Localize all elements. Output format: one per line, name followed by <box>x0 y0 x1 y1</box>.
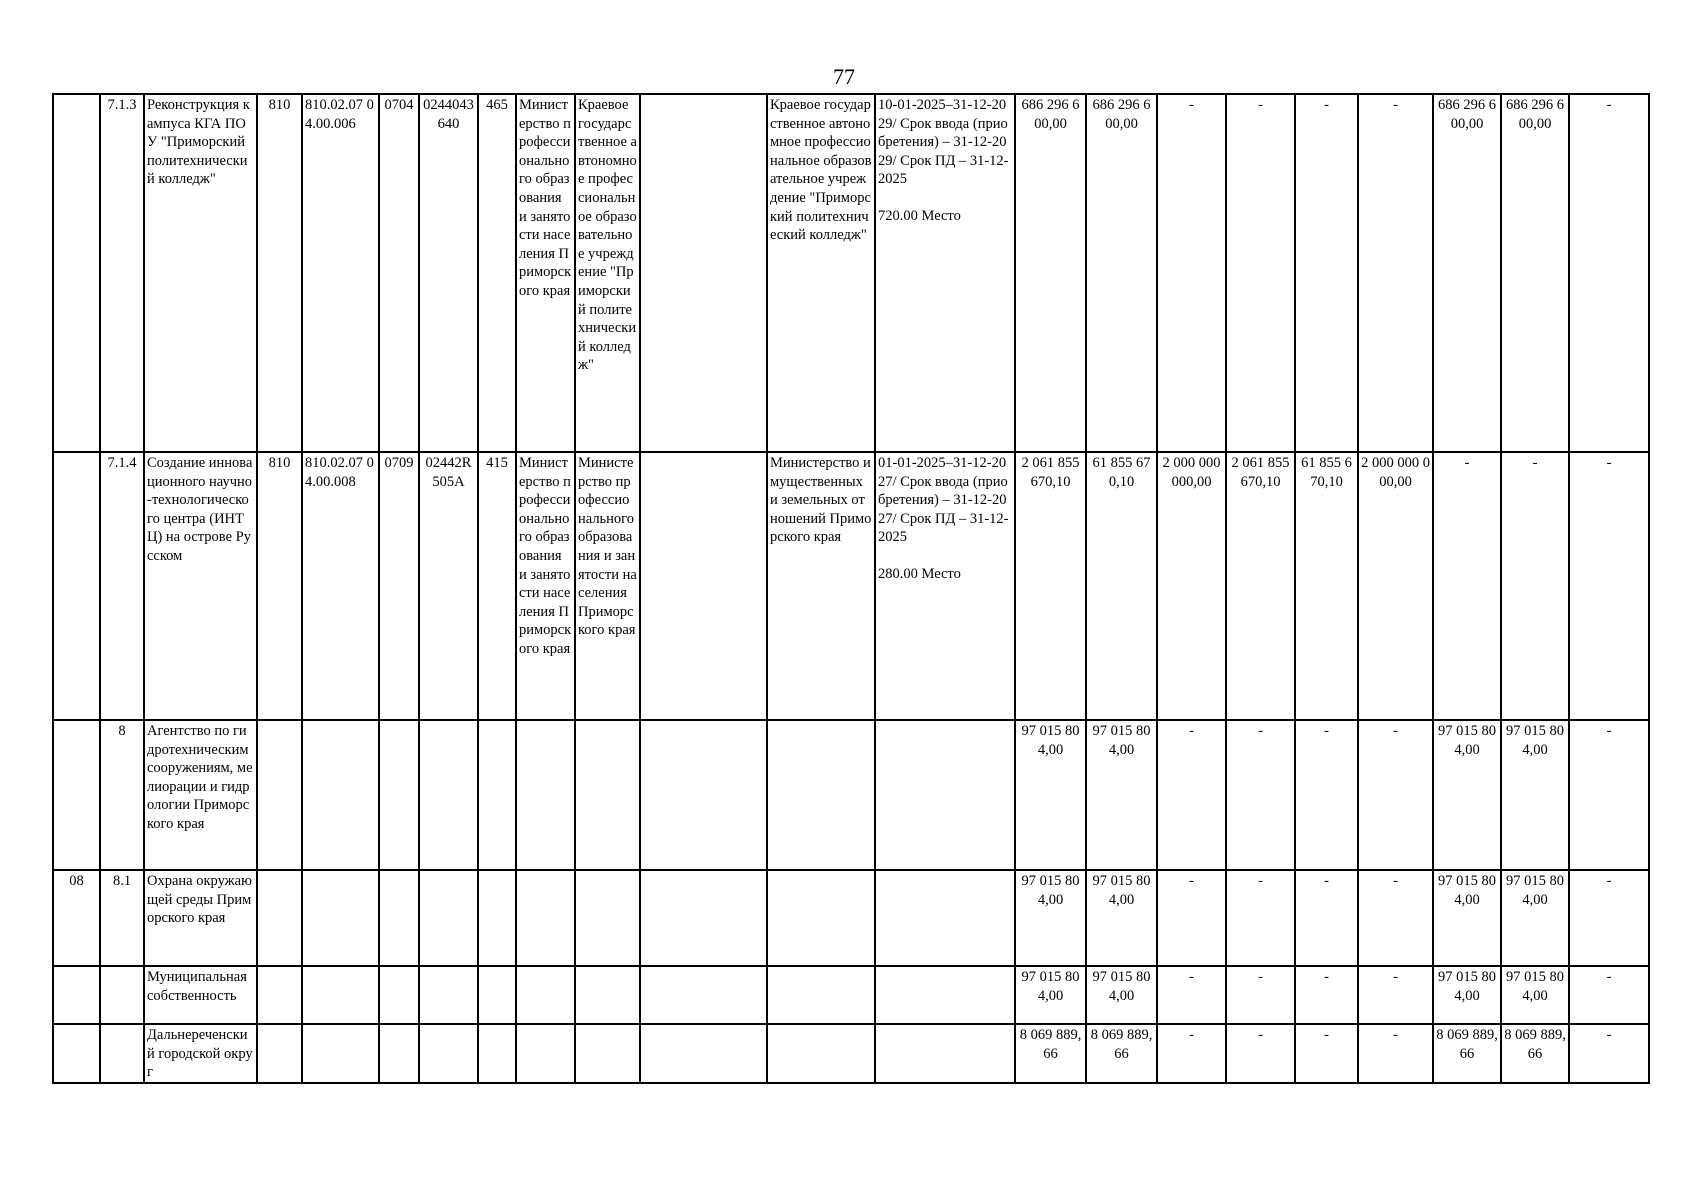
cell-section: 0704 <box>379 94 419 452</box>
cell-amount: - <box>1569 452 1649 720</box>
cell-empty <box>640 966 767 1024</box>
cell-terms-capacity <box>875 870 1015 966</box>
cell-amount: - <box>1226 1024 1295 1083</box>
cell-grbs <box>257 870 302 966</box>
cell-grbs: 810 <box>257 94 302 452</box>
cell-amount: 2 000 000 000,00 <box>1157 452 1226 720</box>
cell-amount: 8 069 889,66 <box>1433 1024 1501 1083</box>
cell-amount: 97 015 804,00 <box>1501 966 1569 1024</box>
capacity-text: 720.00 Место <box>878 207 961 224</box>
cell-amount: - <box>1157 94 1226 452</box>
cell-responsible <box>516 1024 575 1083</box>
cell-object-name: Муниципальная собственность <box>144 966 257 1024</box>
cell-amount: - <box>1226 94 1295 452</box>
cell-target-article: 02442R505A <box>419 452 478 720</box>
cell-amount: - <box>1358 870 1433 966</box>
table-row <box>53 94 1649 452</box>
cell-expense-type <box>478 1024 516 1083</box>
table-row <box>53 720 1649 870</box>
cell-target-article: 0244043640 <box>419 94 478 452</box>
cell-section-code: 08 <box>53 870 100 966</box>
cell-amount: 97 015 804,00 <box>1086 720 1157 870</box>
cell-amount: 97 015 804,00 <box>1501 720 1569 870</box>
cell-empty <box>640 720 767 870</box>
cell-section <box>379 870 419 966</box>
cell-amount: - <box>1157 870 1226 966</box>
cell-responsible: Министерство профессионального образования и занятости населения Приморского края <box>516 452 575 720</box>
cell-section <box>379 966 419 1024</box>
table-row <box>53 966 1649 1024</box>
budget-table <box>52 93 1650 1084</box>
cell-terms-capacity <box>875 452 1015 720</box>
cell-amount: - <box>1226 870 1295 966</box>
cell-empty <box>640 452 767 720</box>
table-row <box>53 452 1649 720</box>
cell-section <box>379 720 419 870</box>
cell-amount: 686 296 600,00 <box>1501 94 1569 452</box>
cell-amount: - <box>1226 966 1295 1024</box>
cell-amount: 97 015 804,00 <box>1433 870 1501 966</box>
cell-terms-capacity <box>875 966 1015 1024</box>
cell-expense-type: 415 <box>478 452 516 720</box>
cell-section: 0709 <box>379 452 419 720</box>
cell-amount: 686 296 600,00 <box>1086 94 1157 452</box>
cell-object-name: Агентство по гидротехническим сооружениям, мелиорации и гидрологии Приморского края <box>144 720 257 870</box>
cell-developer <box>767 966 875 1024</box>
cell-amount: - <box>1358 94 1433 452</box>
table-row <box>53 870 1649 966</box>
cell-customer <box>575 720 640 870</box>
cell-amount: - <box>1569 966 1649 1024</box>
cell-program-code <box>302 966 379 1024</box>
cell-item-number: 8 <box>100 720 144 870</box>
cell-expense-type <box>478 870 516 966</box>
cell-customer: Министерство профессионального образования и занятости населения Приморского края <box>575 452 640 720</box>
cell-amount: - <box>1569 94 1649 452</box>
cell-target-article <box>419 720 478 870</box>
cell-amount: 97 015 804,00 <box>1086 870 1157 966</box>
cell-amount: - <box>1569 1024 1649 1083</box>
cell-item-number: 8.1 <box>100 870 144 966</box>
cell-object-name: Дальнереченский городской округ <box>144 1024 257 1083</box>
cell-responsible <box>516 870 575 966</box>
cell-section-code <box>53 452 100 720</box>
cell-amount: - <box>1295 94 1358 452</box>
terms-text: 10-01-2025–31-12-2029/ Срок ввода (приобретения) – 31-12-2029/ Срок ПД – 31-12-2025 <box>878 97 1009 188</box>
cell-customer: Краевое государственное автономное профессиональное образовательное учреждение "Приморский политехнический колледж" <box>575 94 640 452</box>
cell-customer <box>575 966 640 1024</box>
cell-terms-capacity <box>875 94 1015 452</box>
cell-customer <box>575 1024 640 1083</box>
cell-amount: - <box>1295 720 1358 870</box>
cell-amount: - <box>1501 452 1569 720</box>
cell-amount: 2 061 855 670,10 <box>1226 452 1295 720</box>
cell-amount: - <box>1157 720 1226 870</box>
cell-expense-type <box>478 720 516 870</box>
cell-program-code: 810.02.07 04.00.008 <box>302 452 379 720</box>
table-row <box>53 1024 1649 1083</box>
terms-text: 01-01-2025–31-12-2027/ Срок ввода (приобретения) – 31-12-2027/ Срок ПД – 31-12-2025 <box>878 455 1009 546</box>
cell-item-number <box>100 966 144 1024</box>
capacity-text: 280.00 Место <box>878 565 961 582</box>
cell-grbs: 810 <box>257 452 302 720</box>
cell-target-article <box>419 1024 478 1083</box>
cell-developer <box>767 870 875 966</box>
cell-object-name: Реконструкция кампуса КГА ПОУ "Приморский политехнический колледж" <box>144 94 257 452</box>
cell-section-code <box>53 1024 100 1083</box>
cell-section-code <box>53 94 100 452</box>
cell-item-number <box>100 1024 144 1083</box>
cell-expense-type: 465 <box>478 94 516 452</box>
cell-amount: 8 069 889,66 <box>1501 1024 1569 1083</box>
cell-amount: - <box>1157 966 1226 1024</box>
cell-object-name: Охрана окружающей среды Приморского края <box>144 870 257 966</box>
cell-item-number: 7.1.4 <box>100 452 144 720</box>
cell-amount: 8 069 889,66 <box>1086 1024 1157 1083</box>
cell-amount: 97 015 804,00 <box>1501 870 1569 966</box>
cell-developer <box>767 720 875 870</box>
cell-terms-capacity <box>875 1024 1015 1083</box>
cell-responsible <box>516 966 575 1024</box>
cell-amount: - <box>1295 1024 1358 1083</box>
cell-total-cost: 8 069 889,66 <box>1015 1024 1086 1083</box>
cell-program-code <box>302 870 379 966</box>
cell-empty <box>640 870 767 966</box>
cell-program-code <box>302 1024 379 1083</box>
cell-empty <box>640 94 767 452</box>
cell-amount: 61 855 670,10 <box>1086 452 1157 720</box>
cell-amount: - <box>1433 452 1501 720</box>
cell-total-cost: 2 061 855 670,10 <box>1015 452 1086 720</box>
page-number: 77 <box>833 64 855 89</box>
cell-customer <box>575 870 640 966</box>
cell-amount: - <box>1358 720 1433 870</box>
cell-amount: - <box>1569 720 1649 870</box>
cell-item-number: 7.1.3 <box>100 94 144 452</box>
cell-responsible: Министерство профессионального образования и занятости населения Приморского края <box>516 94 575 452</box>
cell-amount: - <box>1295 966 1358 1024</box>
cell-program-code <box>302 720 379 870</box>
cell-amount: - <box>1157 1024 1226 1083</box>
cell-amount: - <box>1226 720 1295 870</box>
cell-total-cost: 686 296 600,00 <box>1015 94 1086 452</box>
cell-amount: 61 855 670,10 <box>1295 452 1358 720</box>
cell-amount: - <box>1358 966 1433 1024</box>
cell-total-cost: 97 015 804,00 <box>1015 966 1086 1024</box>
cell-amount: 2 000 000 000,00 <box>1358 452 1433 720</box>
cell-terms-capacity <box>875 720 1015 870</box>
cell-developer: Краевое государственное автономное профессиональное образовательное учреждение "Приморский политехнический колледж" <box>767 94 875 452</box>
cell-object-name: Создание инновационного научно-технологического центра (ИНТЦ) на острове Русском <box>144 452 257 720</box>
cell-section <box>379 1024 419 1083</box>
cell-amount: 97 015 804,00 <box>1086 966 1157 1024</box>
cell-grbs <box>257 966 302 1024</box>
cell-developer <box>767 1024 875 1083</box>
cell-amount: 686 296 600,00 <box>1433 94 1501 452</box>
cell-amount: - <box>1358 1024 1433 1083</box>
cell-target-article <box>419 870 478 966</box>
cell-developer: Министерство имущественных и земельных отношений Приморского края <box>767 452 875 720</box>
cell-empty <box>640 1024 767 1083</box>
cell-amount: 97 015 804,00 <box>1433 966 1501 1024</box>
cell-amount: 97 015 804,00 <box>1433 720 1501 870</box>
cell-total-cost: 97 015 804,00 <box>1015 720 1086 870</box>
cell-total-cost: 97 015 804,00 <box>1015 870 1086 966</box>
cell-expense-type <box>478 966 516 1024</box>
cell-section-code <box>53 966 100 1024</box>
cell-target-article <box>419 966 478 1024</box>
cell-grbs <box>257 1024 302 1083</box>
cell-section-code <box>53 720 100 870</box>
cell-grbs <box>257 720 302 870</box>
cell-responsible <box>516 720 575 870</box>
cell-program-code: 810.02.07 04.00.006 <box>302 94 379 452</box>
cell-amount: - <box>1569 870 1649 966</box>
cell-amount: - <box>1295 870 1358 966</box>
